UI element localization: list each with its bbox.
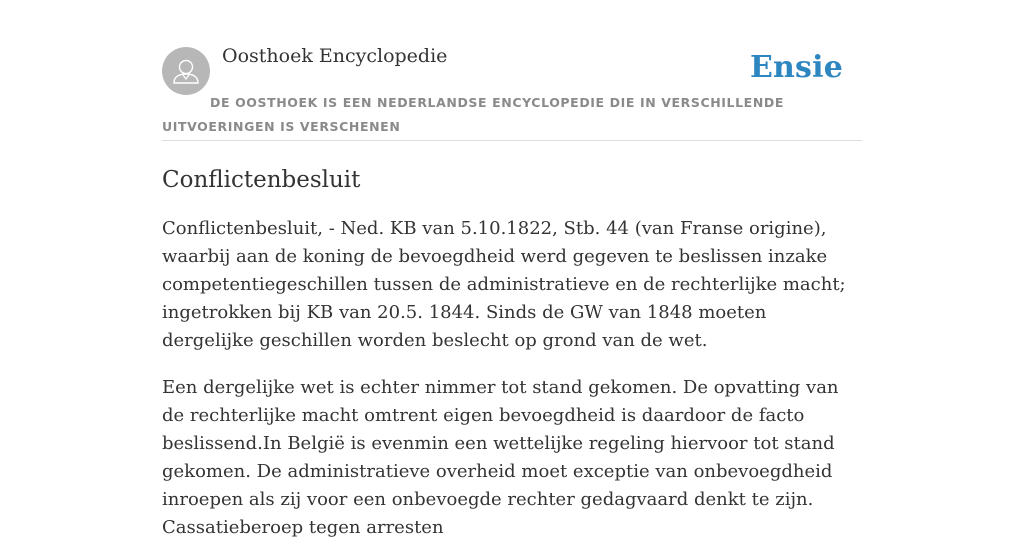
site-name[interactable]: Oosthoek Encyclopedie <box>222 45 448 67</box>
header <box>162 0 862 141</box>
tagline: DE OOSTHOEK IS EEN NEDERLANDSE ENCYCLOPEDIE DIE IN VERSCHILLENDE UITVOERINGEN IS VERSCHENEN <box>162 95 784 134</box>
user-icon <box>162 47 210 95</box>
page-title: Conflictenbesluit <box>162 167 361 193</box>
article-body <box>162 215 862 542</box>
page <box>162 0 862 542</box>
brand-logo[interactable]: Ensie <box>749 50 843 85</box>
avatar[interactable] <box>162 47 210 95</box>
paragraph: Conflictenbesluit, - Ned. KB van 5.10.1822, Stb. 44 (van Franse origine), waarbij aan de koning de bevoegdheid werd gegeven te beslissen inzake competentiegeschillen tussen de administratieve en de rechterlijke macht; ingetrokken bij KB van 20.5. 1844. Sinds de GW van 1848 moeten dergelijke geschillen worden beslecht op grond van de wet. <box>162 218 846 351</box>
paragraph: Een dergelijke wet is echter nimmer tot stand gekomen. De opvatting van de rechterlijke macht omtrent eigen bevoegdheid is daardoor de facto beslissend.In België is evenmin een wettelijke regeling hiervoor tot stand gekomen. De administratieve overheid moet exceptie van onbevoegdheid inroepen als zij voor een onbevoegde rechter gedagvaard denkt te zijn. Cassatieberoep tegen arresten <box>162 377 839 538</box>
